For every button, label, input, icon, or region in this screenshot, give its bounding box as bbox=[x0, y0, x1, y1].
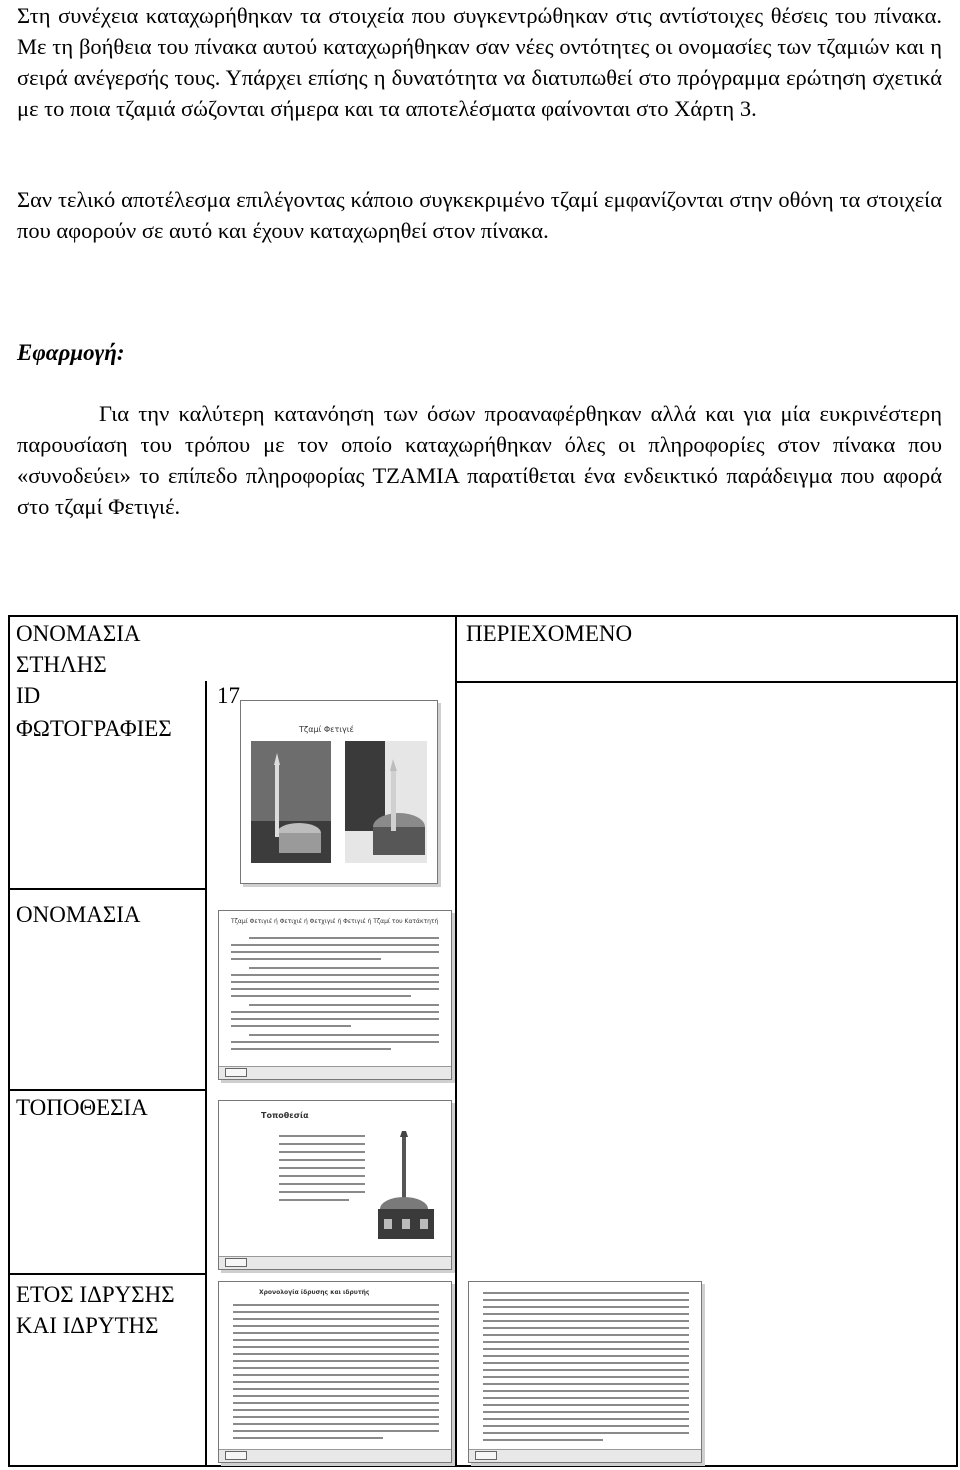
application-heading: Εφαρμογή: bbox=[17, 340, 125, 365]
location-document-thumbnail bbox=[218, 1100, 452, 1270]
founding-document-thumbnail-1 bbox=[218, 1281, 452, 1463]
header-column-name: ΟΝΟΜΑΣΙΑ ΣΤΗΛΗΣ bbox=[16, 621, 140, 677]
row-label-location: ΤΟΠΟΘΕΣΙΑ bbox=[16, 1095, 148, 1120]
location-caption: Τοποθεσία bbox=[261, 1111, 309, 1120]
photos-thumbnail bbox=[240, 700, 438, 884]
application-paragraph: Για την καλύτερη κατανόηση των όσων προαναφέρθηκαν αλλά και για μία ευκρινέστερη παρουσίαση του τρόπου με τον οποίο καταχωρήθηκαν όλες οι πληροφορίες στον πίνακα που «συνοδεύει» το επίπεδο πληροφορίας ΤΖΑΜΙΑ παρατίθεται ένα ενδεικτικό παράδειγμα που αφορά στο τζαμί Φετιγιέ. bbox=[17, 401, 942, 519]
founding-document-thumbnail-2 bbox=[468, 1281, 702, 1463]
founding-caption: Χρονολογία ίδρυσης και ιδρυτής bbox=[259, 1289, 370, 1296]
header-content: ΠΕΡΙΕΧΟΜΕΝΟ bbox=[466, 621, 633, 646]
intro-paragraph: Στη συνέχεια καταχωρήθηκαν τα στοιχεία που συγκεντρώθηκαν στις αντίστοιχες θέσεις του πίνακα. Με τη βοήθεια του πίνακα αυτού καταχωρήθηκαν σαν νέες οντότητες οι ονομασίες των τζαμιών και η σειρά ανέγερσής τους. Υπάρχει επίσης η δυνατότητα να διατυπωθεί στο πρόγραμμα ερώτηση σχετικά με το ποια τζαμιά σώζονται σήμερα και τα αποτελέσματα φαίνονται στο Χάρτη 3. bbox=[17, 3, 942, 121]
row-label-founding: ΕΤΟΣ ΙΔΡΥΣΗΣ ΚΑΙ ΙΔΡΥΤΗΣ bbox=[16, 1282, 175, 1338]
photos-caption: Τζαμί Φετιγιέ bbox=[299, 725, 354, 734]
row-label-photos: ΦΩΤΟΓΡΑΦΙΕΣ bbox=[16, 716, 172, 741]
attribute-table bbox=[8, 615, 958, 1467]
result-paragraph: Σαν τελικό αποτέλεσμα επιλέγοντας κάποιο συγκεκριμένο τζαμί εμφανίζονται στην οθόνη τα στοιχεία που αφορούν σε αυτό και έχουν καταχωρηθεί στον πίνακα. bbox=[17, 187, 942, 243]
mosque-illustration bbox=[374, 1131, 444, 1241]
name-document-thumbnail bbox=[218, 910, 452, 1080]
mosque-photos-image bbox=[241, 701, 437, 883]
row-label-name: ΟΝΟΜΑΣΙΑ bbox=[16, 902, 141, 927]
name-caption: Τζαμί Φετιγιέ ή Φετιχιέ ή Φετχιγιέ ή Φετιγιέ ή Τζαμί του Κατάκτητή bbox=[231, 918, 439, 925]
row-label-id: ID bbox=[16, 683, 41, 708]
row-value-id: 17 bbox=[217, 683, 240, 708]
